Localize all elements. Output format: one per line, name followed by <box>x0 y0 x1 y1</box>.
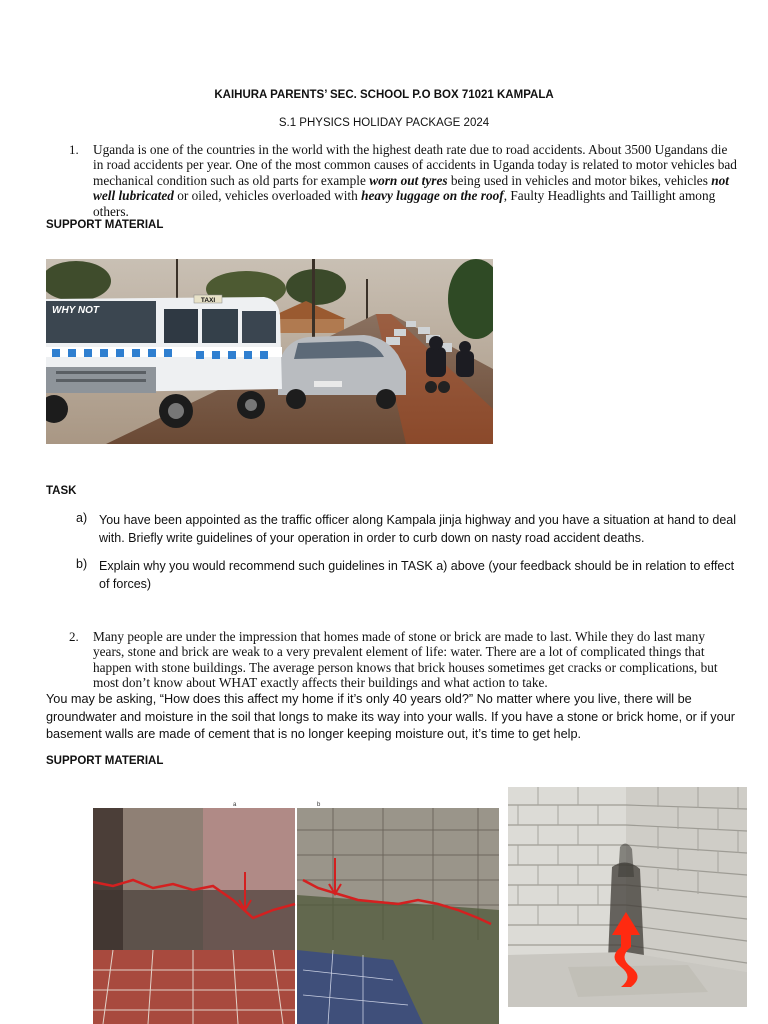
q1-text-part3: or oiled, vehicles overloaded with <box>173 188 362 204</box>
basement-wall-photo <box>508 787 747 1007</box>
question-2-number: 2. <box>69 629 79 644</box>
support-material-heading-1: SUPPORT MATERIAL <box>46 219 164 231</box>
van-windshield-text: WHY NOT <box>52 305 100 316</box>
photo-label-b: b <box>317 802 321 808</box>
traffic-photo <box>46 259 493 444</box>
school-title: KAIHURA PARENTS’ SEC. SCHOOL P.O BOX 71021 KAMPALA <box>214 89 554 101</box>
task-b-letter: b) <box>76 557 88 571</box>
photo-label-a: a <box>233 802 237 808</box>
question-2-paragraph: You may be asking, “How does this affect my home if it’s only 40 years old?” No matter where you live, there will be groundwater and moisture in the soil that longs to make its way into your walls. If you have a stone or brick home, or if your basement walls are made of cement that is no longer keeping moisture out, it’s time to get help. <box>46 692 735 742</box>
q1-text-part2: being used in vehicles and motor bikes, vehicles <box>447 172 712 188</box>
damp-wall-photos <box>93 800 499 1024</box>
support-material-heading-2: SUPPORT MATERIAL <box>46 755 164 767</box>
taxi-sign: TAXI <box>200 297 216 304</box>
task-b-text: Explain why you would recommend such guidelines in TASK a) above (your feedback should be in relation to effect of forces) <box>99 559 735 591</box>
task-a-letter: a) <box>76 511 88 525</box>
question-2-text: Many people are under the impression that homes made of stone or brick are made to last. While they do last many years, stone and brick are weak to a very prevalent element of life: water. There are a lot of complicated things that happen with stone buildings. The average person knows that brick houses sometimes get cracks or complications, but most don’t know about WHAT exactly affects their buildings and what action to take. <box>93 629 718 691</box>
package-title: S.1 PHYSICS HOLIDAY PACKAGE 2024 <box>278 117 490 129</box>
q1-text-part4: , Faulty Headlights and Taillight among others. <box>93 188 716 219</box>
q1-text-part1: Uganda is one of the countries in the world with the highest death rate due to road accidents. About 3500 Ugandans die in road accidents per year. One of the most common causes of accidents in Uganda today is related to motor vehicles bad mechanical condition such as old parts for example <box>93 142 737 188</box>
task-heading: TASK <box>46 485 77 497</box>
q1-emphasis-heavy-luggage: heavy luggage on the roof <box>361 188 504 204</box>
q1-emphasis-worn-tyres: worn out tyres <box>369 172 448 188</box>
task-a-text: You have been appointed as the traffic officer along Kampala jinja highway and you have a situation at hand to deal with. Briefly write guidelines of your operation in order to curb down on nasty road accident deaths. <box>99 513 737 545</box>
q1-emphasis-not-lubricated: not well lubricated <box>93 172 729 204</box>
question-1-text <box>93 142 741 219</box>
question-1-number: 1. <box>69 142 79 157</box>
